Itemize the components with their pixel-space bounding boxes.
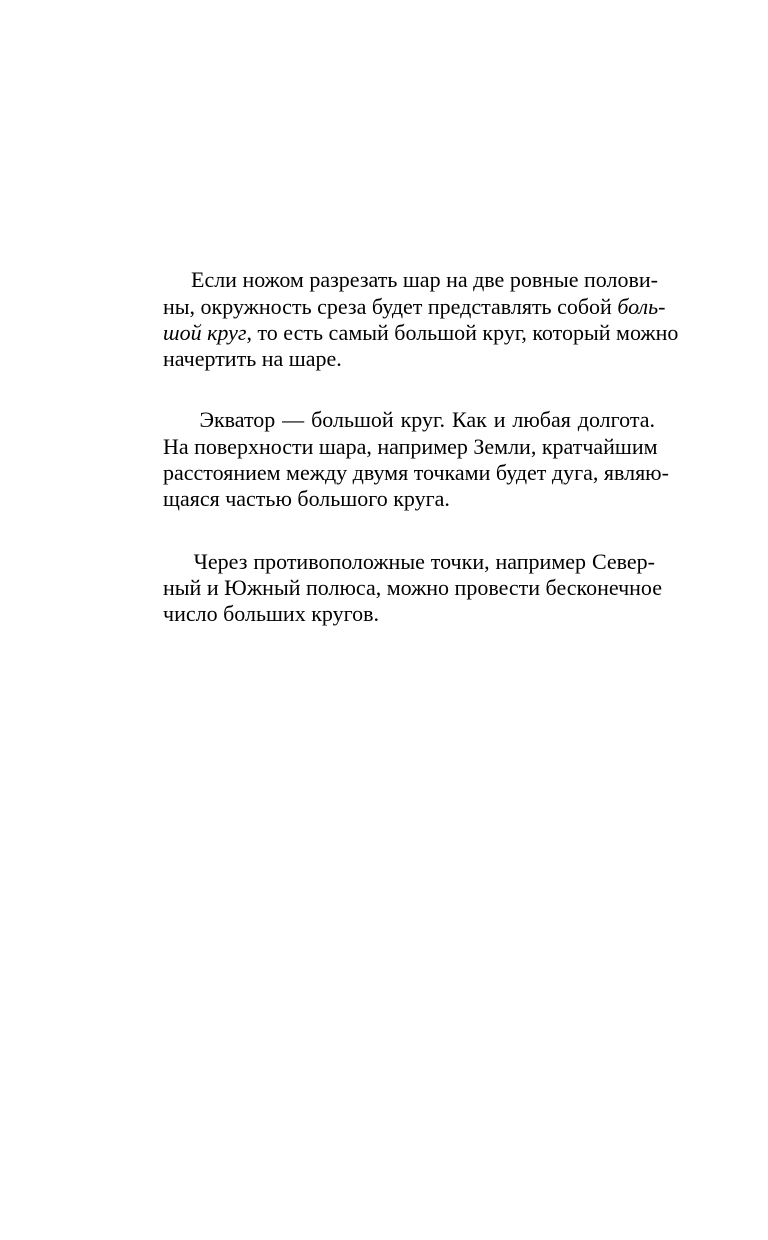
text-run: щаяся частью большого круга. — [163, 486, 450, 511]
text-line — [158, 523, 655, 574]
italic-term: шой круг — [163, 320, 247, 345]
text-line — [130, 268, 666, 319]
text-run: Экватор — большой круг. Как и любая долгота. — [199, 407, 655, 432]
text-run: расстоянием между двумя точками будет дуга, являю- — [163, 460, 669, 485]
text-run: На поверхности шара, например Земли, кратчайшим — [163, 434, 658, 459]
text-run: ный и Южный полюса, можно провести бесконечное — [163, 575, 662, 600]
text-line — [130, 549, 662, 600]
text-line — [130, 460, 655, 511]
text-run: ны, окружность среза будет представлять собой — [163, 294, 618, 319]
text-line — [130, 320, 655, 371]
text-run: Через противоположные точки, например Север- — [193, 549, 655, 574]
text-run: начертить на шаре. — [163, 346, 342, 371]
text-line — [130, 294, 679, 345]
italic-term: боль- — [617, 294, 666, 319]
text-run: число больших кругов. — [163, 601, 379, 626]
text-line — [130, 434, 669, 485]
text-line — [130, 408, 658, 459]
text-line — [130, 575, 655, 626]
text-run: Если ножом разрезать шар на две ровные полови- — [191, 267, 658, 292]
text-line — [158, 241, 658, 292]
text-run: , то есть самый большой круг, который можно — [246, 320, 679, 345]
text-line — [158, 381, 655, 432]
